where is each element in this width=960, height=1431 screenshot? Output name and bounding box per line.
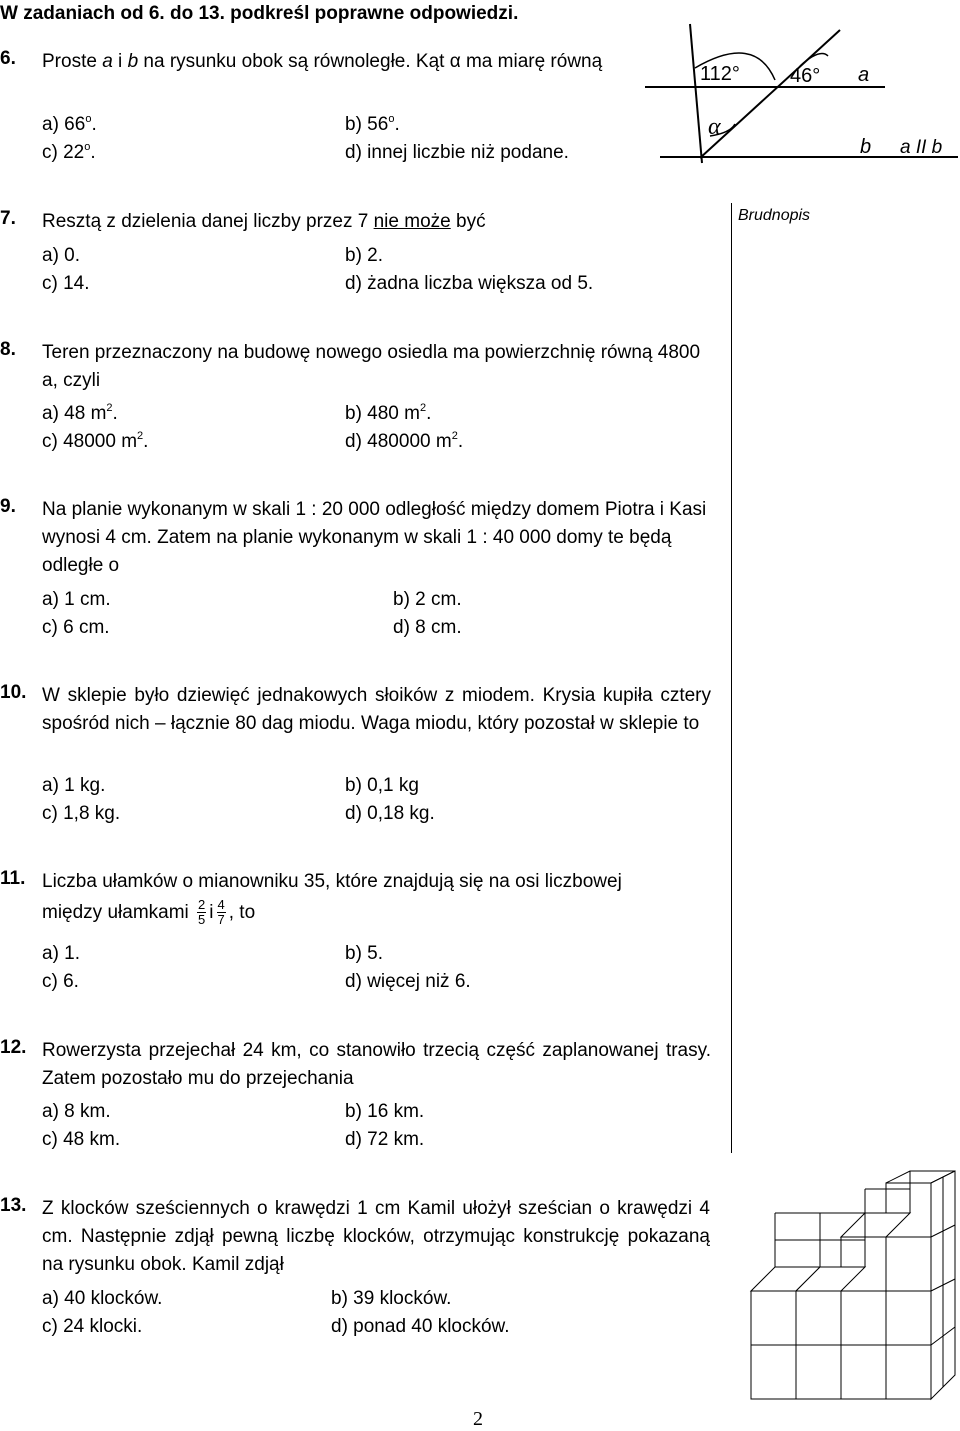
construction-outline (751, 1171, 955, 1399)
q7-option-a[interactable]: a) 0. (42, 245, 81, 266)
q12-text: Rowerzysta przejechał 24 km, co stanowiło trzecią część zaplanowanej trasy. Zatem pozostało mu do przejechania (42, 1040, 711, 1089)
q12-number: 12. (0, 1037, 27, 1058)
q8-option-d[interactable]: d) 480000 $m^2$. (345, 430, 464, 452)
alpha-label: α (708, 114, 721, 140)
q7-option-c[interactable]: c) 14. (42, 273, 90, 294)
q13-option-a[interactable]: a) 40 klocków. (42, 1288, 163, 1309)
q6-option-a[interactable]: a) 66$^o$. (42, 113, 97, 135)
q9-option-c[interactable]: c) 6 cm. (42, 617, 110, 638)
q10-option-b[interactable]: b) 0,1 kg (345, 775, 419, 796)
angle-112-label: 112° (700, 63, 740, 85)
q8-option-b[interactable]: b) 480 $m^2$. (345, 402, 432, 424)
q7-text: Resztą z dzielenia danej liczby przez 7 nie może być (42, 211, 486, 232)
q9-option-d[interactable]: d) 8 cm. (393, 617, 462, 638)
line-a-label: a (858, 64, 870, 86)
q8-number: 8. (0, 339, 16, 360)
q10-option-a[interactable]: a) 1 kg. (42, 775, 106, 796)
q8-option-a[interactable]: a) 48 $m^2$. (42, 402, 118, 424)
q6-text: Proste a i b na rysunku obok są równoległe. Kąt α ma miarę równą (42, 51, 603, 72)
q7-option-b[interactable]: b) 2. (345, 245, 384, 266)
q9-option-a[interactable]: a) 1 cm. (42, 589, 111, 610)
line-b-label: b (860, 136, 872, 158)
q12-option-a[interactable]: a) 8 km. (42, 1101, 111, 1122)
q13-option-c[interactable]: c) 24 klocki. (42, 1316, 143, 1337)
scratch-label: Brudnopis (738, 207, 811, 224)
q6-option-c[interactable]: c) 22$^o$. (42, 141, 96, 163)
q12-option-d[interactable]: d) 72 km. (345, 1129, 425, 1150)
q9-number: 9. (0, 496, 16, 517)
q6-option-b[interactable]: b) 56$^o$. (345, 113, 400, 135)
q7-option-d[interactable]: d) żadna liczba większa od 5. (345, 273, 594, 294)
q6-number: 6. (0, 48, 16, 69)
q8-option-c[interactable]: c) 48000 $m^2$. (42, 430, 149, 452)
q13-option-b[interactable]: b) 39 klocków. (331, 1288, 452, 1309)
q8-text: Teren przeznaczony na budowę nowego osiedla ma powierzchnię równą 4800 a, czyli (42, 342, 701, 391)
q11-option-c[interactable]: c) 6. (42, 971, 79, 992)
q11-text-line1: Liczba ułamków o mianowniku 35, które znajdują się na osi liczbowej (42, 871, 622, 892)
q12-option-c[interactable]: c) 48 km. (42, 1129, 121, 1150)
q13-text: Z klocków sześciennych o krawędzi 1 cm Kamil ułożył sześcian o krawędzi 4 cm. Następnie zdjął pewną liczbę klocków, otrzymując konstrukcję pokazaną na rysunku obok. Kamil zdjął (42, 1198, 710, 1275)
q6-option-d[interactable]: d) innej liczbie niż podane. (345, 142, 569, 163)
q10-option-d[interactable]: d) 0,18 kg. (345, 803, 435, 824)
page-number: 2 (473, 1408, 483, 1430)
q9-text: Na planie wykonanym w skali 1 : 20 000 odległość między domem Piotra i Kasi wynosi 4 cm. Zatem na planie wykonanym w skali 1 : 40 000 domy te będą odległe o (42, 499, 707, 576)
fraction-four-sevenths: $\frac{4}{7}$ (217, 897, 225, 928)
q12-option-b[interactable]: b) 16 km. (345, 1101, 425, 1122)
fraction-two-fifths: $\frac{2}{5}$ (198, 897, 206, 928)
q10-number: 10. (0, 682, 27, 703)
q13-number: 13. (0, 1195, 27, 1216)
instructions-header: W zadaniach od 6. do 13. podkreśl poprawne odpowiedzi. (0, 3, 519, 24)
q10-text: W sklepie było dziewięć jednakowych słoików z miodem. Krysia kupiła cztery spośród nich – łącznie 80 dag miodu. Waga miodu, który pozostał w sklepie to (42, 685, 711, 734)
q7-number: 7. (0, 208, 16, 229)
scratch-divider (731, 203, 732, 1153)
q11-option-b[interactable]: b) 5. (345, 943, 384, 964)
q10-option-c[interactable]: c) 1,8 kg. (42, 803, 121, 824)
q11-option-a[interactable]: a) 1. (42, 943, 81, 964)
q13-option-d[interactable]: d) ponad 40 klocków. (331, 1316, 510, 1337)
parallel-label: a II b (900, 137, 943, 158)
q11-number: 11. (0, 868, 26, 889)
q6-angle-figure (640, 18, 960, 168)
q9-option-b[interactable]: b) 2 cm. (393, 589, 462, 610)
q13-block-construction-figure (748, 1168, 958, 1403)
angle-46-label: 46° (790, 65, 821, 87)
q11-text-line2: między ułamkami $\frac{2}{5}$ i $\frac{4}{7}$ , to (42, 897, 256, 928)
q11-option-d[interactable]: d) więcej niż 6. (345, 971, 471, 992)
